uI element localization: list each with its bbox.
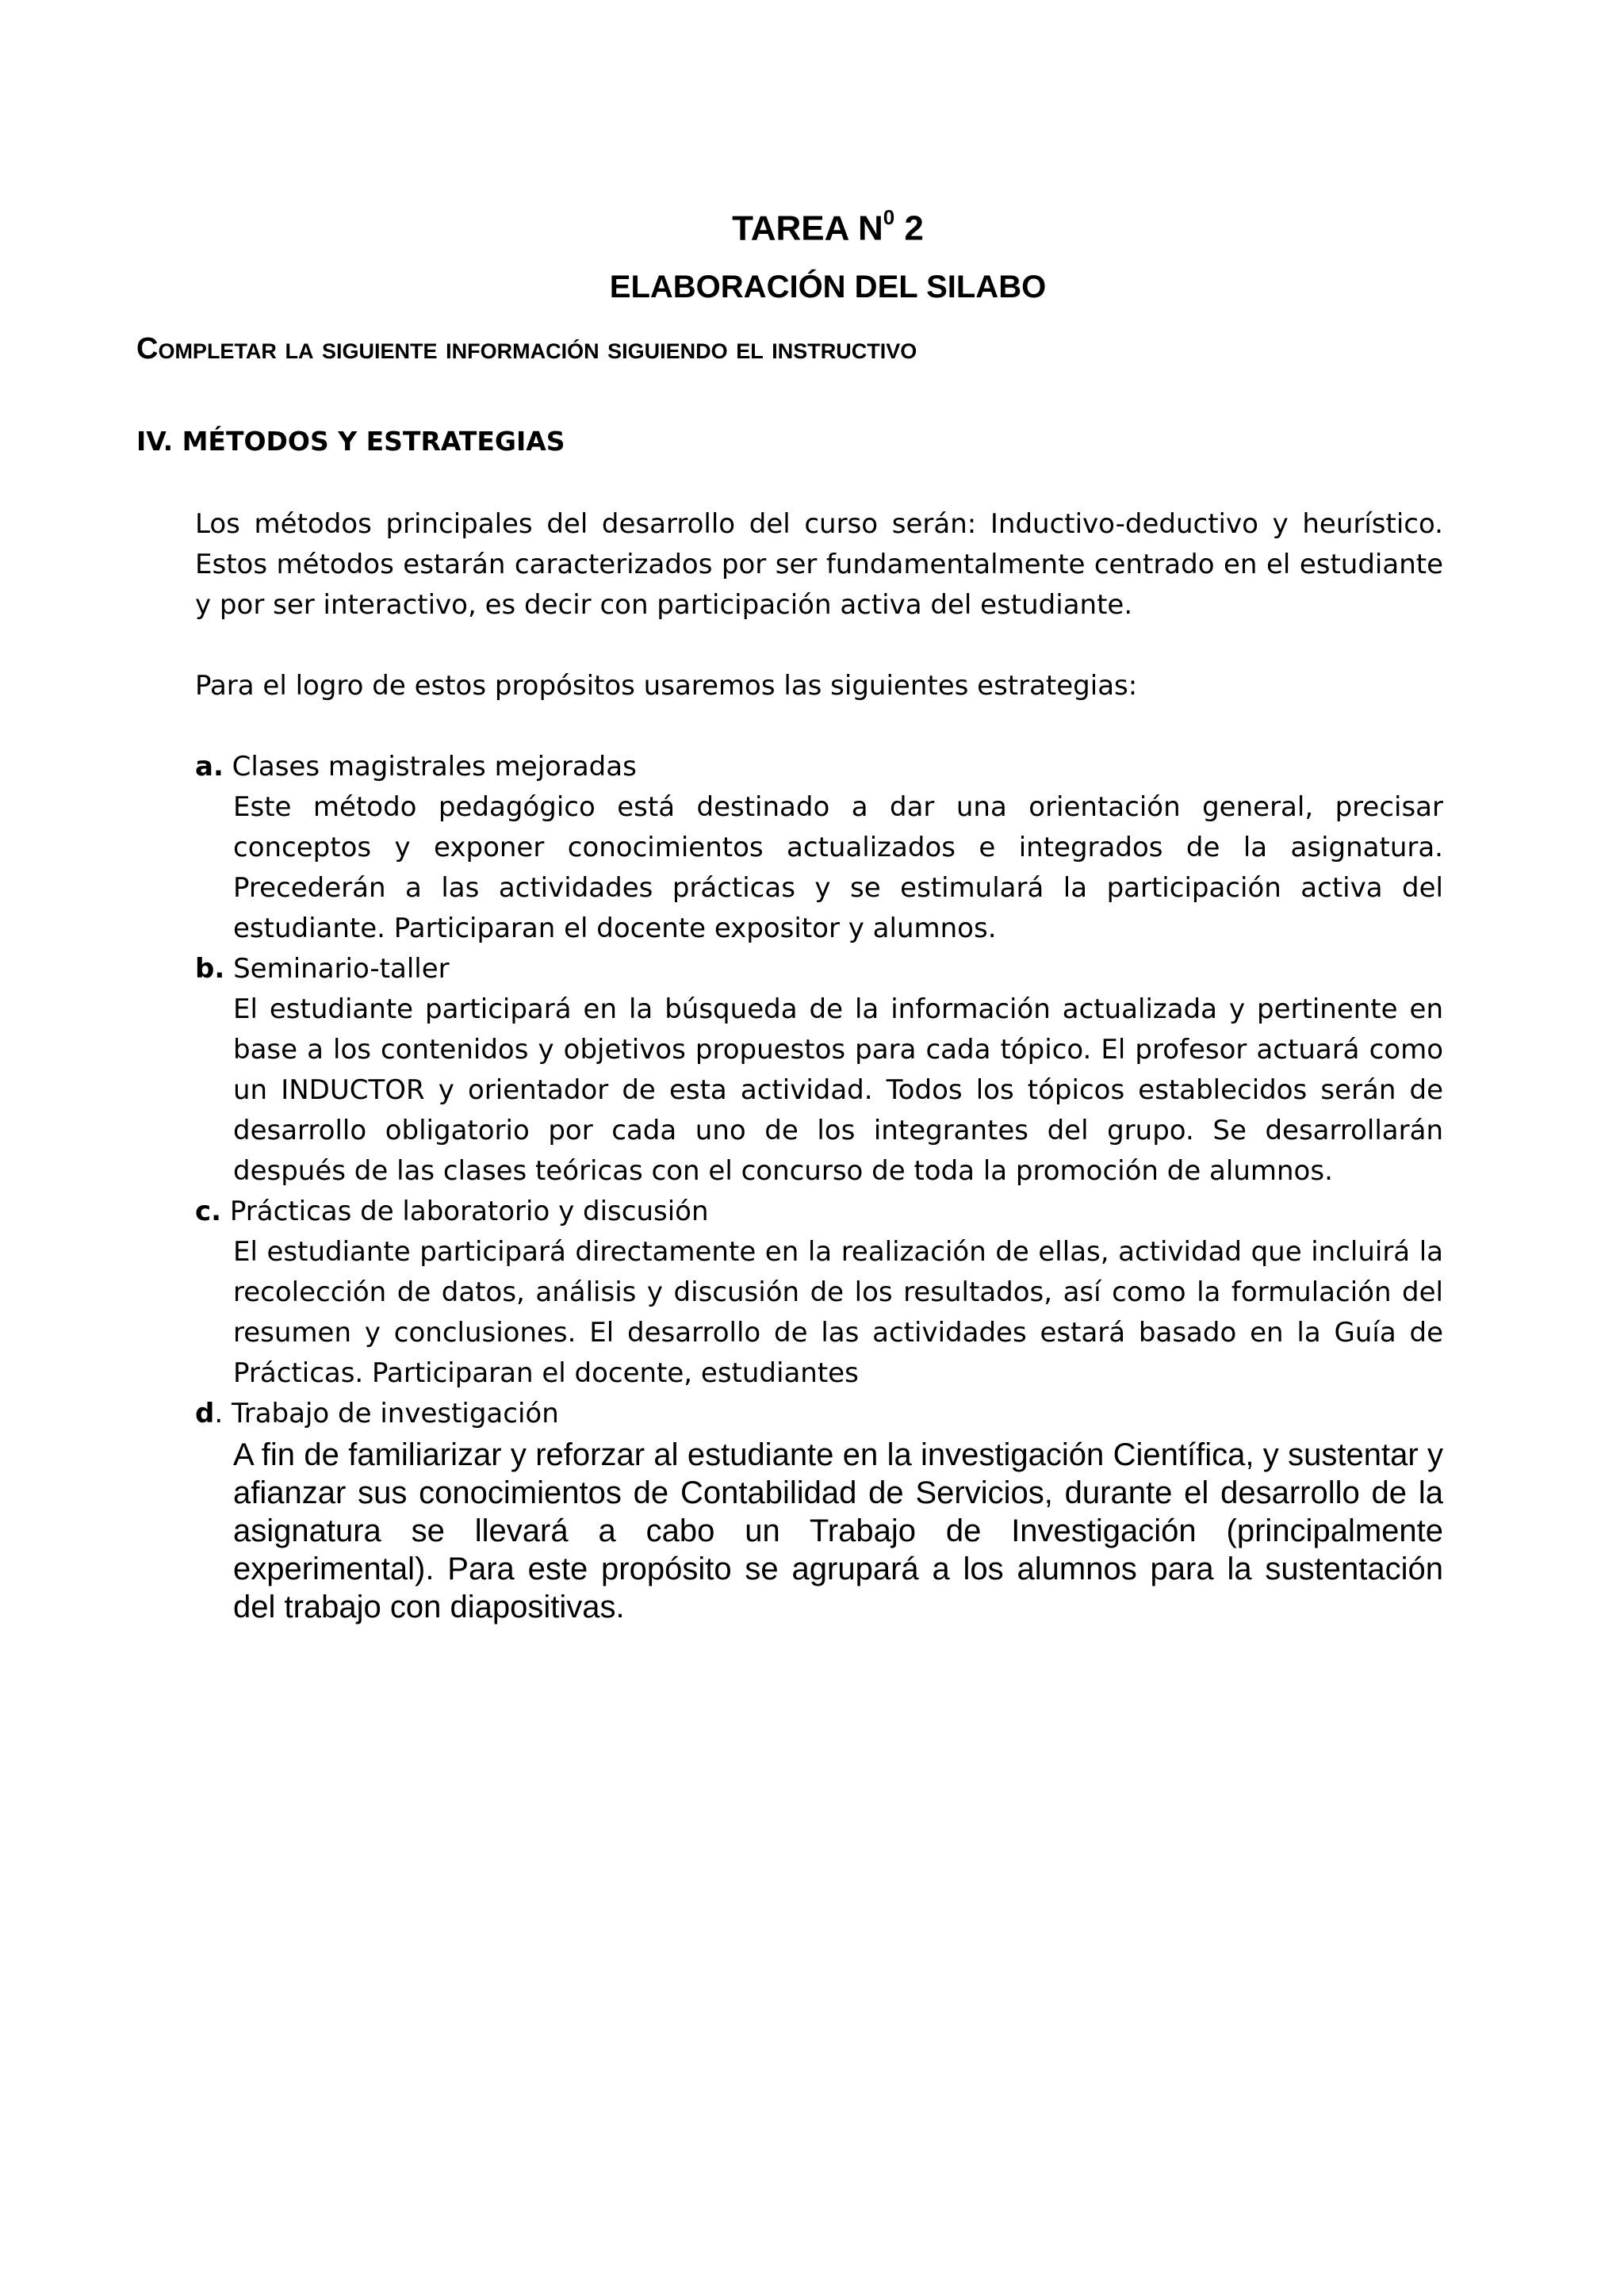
strategy-item-c	[195, 1192, 1443, 1394]
strategy-title: Clases magistrales mejoradas	[223, 751, 637, 783]
strategy-title: . Trabajo de investigación	[214, 1398, 559, 1429]
strategy-description: A fin de familiarizar y reforzar al estudiante en la investigación Científica, y sustentar y afianzar sus conocimientos de Contabilidad de Servicios, durante el desarrollo de la asignatura se llevará a cabo un Trabajo de Investigación (principalmente experimental). Para este propósito se agrupará a los alumnos para la sustentación del trabajo con diapositivas.	[233, 1437, 1443, 1624]
strategy-title: Prácticas de laboratorio y discusión	[221, 1196, 709, 1227]
title-superscript: 0	[883, 205, 895, 229]
strategy-description: El estudiante participará en la búsqueda de la información actualizada y pertinente en base a los contenidos y objetivos propuestos para cada tópico. El profesor actuará como un INDUCTOR y orientador de esta actividad. Todos los tópicos establecidos serán de desarrollo obligatorio por cada uno de los integrantes del grupo. Se desarrollarán después de las clases teóricas con el concurso de toda la promoción de alumnos.	[233, 993, 1443, 1187]
strategy-description: El estudiante participará directamente en la realización de ellas, actividad que incluirá la recolección de datos, análisis y discusión de los resultados, así como la formulación del resumen y conclusiones. El desarrollo de las actividades estará basado en la Guía de Prácticas. Participaran el docente, estudiantes	[233, 1236, 1443, 1389]
strategy-letter: a.	[195, 751, 224, 783]
section-heading: IV. MÉTODOS Y ESTRATEGIAS	[136, 426, 565, 457]
title-number: 2	[894, 209, 924, 248]
page-subtitle: ELABORACIÓN DEL SILABO	[609, 270, 1047, 304]
strategies-list	[195, 747, 1443, 1626]
strategy-heading	[195, 747, 1443, 787]
strategy-letter: b.	[195, 953, 225, 985]
strategy-heading	[195, 1192, 1443, 1232]
strategy-item-a	[195, 747, 1443, 949]
strategy-item-d	[195, 1394, 1443, 1626]
strategies-intro: Para el logro de estos propósitos usaremos las siguientes estrategias:	[195, 670, 1138, 702]
strategy-letter: d	[195, 1398, 215, 1429]
strategy-letter: c.	[195, 1196, 222, 1227]
strategy-title: Seminario-taller	[224, 953, 450, 985]
instruction-line: Completar la siguiente información siguiendo el instructivo	[136, 332, 917, 365]
title-main: TAREA N	[732, 209, 883, 248]
strategy-description: Este método pedagógico está destinado a dar una orientación general, precisar conceptos y exponer conocimientos actualizados e integrados de la asignatura. Precederán a las actividades prácticas y se estimulará la participación activa del estudiante. Participaran el docente expositor y alumnos.	[233, 791, 1443, 944]
strategy-heading	[195, 1394, 1443, 1434]
strategy-heading	[195, 949, 1443, 989]
strategy-item-b	[195, 949, 1443, 1192]
methods-paragraph: Los métodos principales del desarrollo del curso serán: Inductivo-deductivo y heurístico. Estos métodos estarán caracterizados por ser fundamentalmente centrado en el estudiante y por ser interactivo, es decir con participación activa del estudiante.	[195, 508, 1443, 621]
page-title	[0, 197, 1624, 253]
